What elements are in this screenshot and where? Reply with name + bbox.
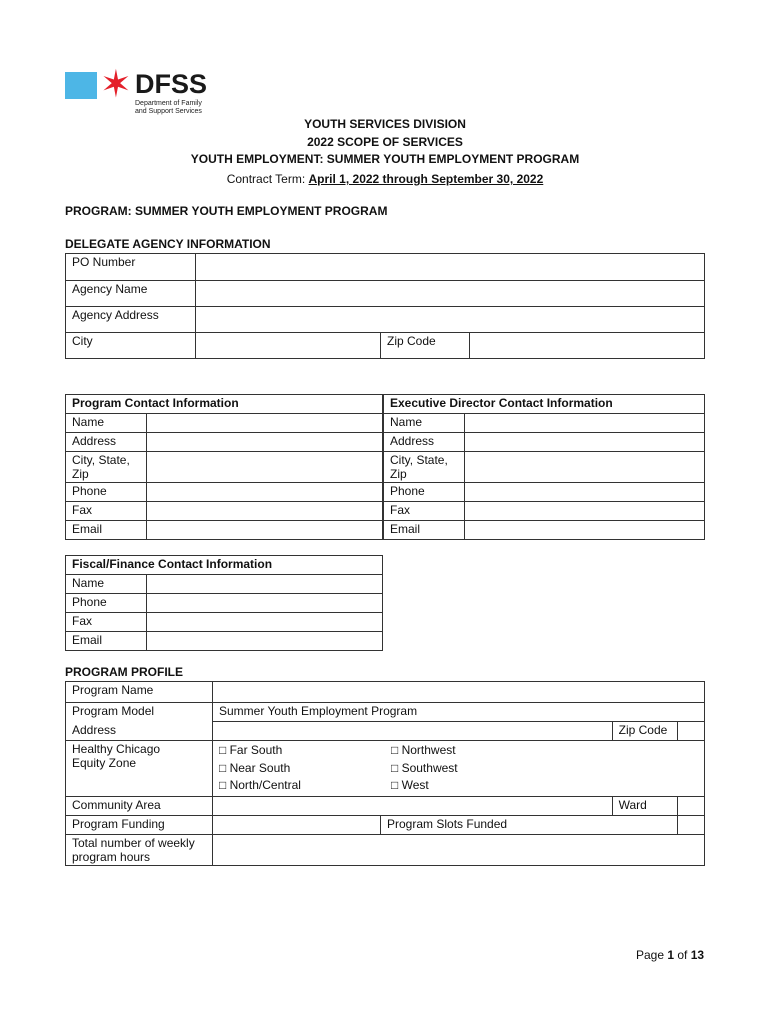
program-contact-csz-line2: Zip xyxy=(72,467,89,481)
zip-field[interactable] xyxy=(470,333,705,359)
exec-contact-address-label: Address xyxy=(384,433,465,452)
program-contact-phone-field[interactable] xyxy=(147,483,383,502)
exec-contact-fax-field[interactable] xyxy=(465,502,705,521)
community-area-label: Community Area xyxy=(66,796,213,815)
ward-label: Ward xyxy=(612,796,677,815)
program-slots-field[interactable] xyxy=(677,815,704,834)
program-contact-csz-label xyxy=(66,452,147,483)
program-contact-name-label: Name xyxy=(66,414,147,433)
equity-zone-label xyxy=(66,741,213,797)
option-northwest[interactable]: □ Northwest xyxy=(391,743,456,757)
equity-zone-options xyxy=(213,741,705,797)
fiscal-contact-table xyxy=(65,555,383,651)
exec-contact-name-label: Name xyxy=(384,414,465,433)
exec-contact-heading: Executive Director Contact Information xyxy=(384,395,705,414)
option-north-central[interactable]: □ North/Central xyxy=(219,778,301,792)
program-model-label: Program Model xyxy=(66,703,213,722)
ward-field[interactable] xyxy=(677,796,704,815)
agency-address-field[interactable] xyxy=(196,307,705,333)
fiscal-email-field[interactable] xyxy=(147,632,383,651)
logo-brand: DFSS xyxy=(135,69,208,99)
weekly-hours-line1: Total number of weekly xyxy=(72,835,195,850)
program-contact-csz-field[interactable] xyxy=(147,452,383,483)
equity-zone-line2: Equity Zone xyxy=(72,756,137,770)
fiscal-phone-field[interactable] xyxy=(147,594,383,613)
program-model-value: Summer Youth Employment Program xyxy=(213,703,705,722)
page-current: 1 xyxy=(667,948,675,962)
fiscal-fax-field[interactable] xyxy=(147,613,383,632)
program-contact-name-field[interactable] xyxy=(147,414,383,433)
exec-contact-email-field[interactable] xyxy=(465,521,705,540)
zip-label: Zip Code xyxy=(381,333,470,359)
fiscal-email-label: Email xyxy=(66,632,147,651)
program-slots-label: Program Slots Funded xyxy=(381,815,678,834)
po-number-field[interactable] xyxy=(196,254,705,281)
program-profile-table xyxy=(65,681,705,866)
contract-term xyxy=(0,172,770,186)
page-label: Page xyxy=(636,948,668,962)
option-west[interactable]: □ West xyxy=(391,778,429,792)
delegate-table xyxy=(65,253,705,359)
agency-name-label: Agency Name xyxy=(66,281,196,307)
exec-contact-phone-label: Phone xyxy=(384,483,465,502)
chicago-star-icon: ✶ xyxy=(100,64,132,106)
fiscal-name-field[interactable] xyxy=(147,575,383,594)
contract-term-label: Contract Term: xyxy=(226,172,309,186)
fiscal-phone-label: Phone xyxy=(66,594,147,613)
logo-blue-block xyxy=(65,72,97,99)
weekly-hours-field[interactable] xyxy=(213,834,705,865)
program-contact-fax-field[interactable] xyxy=(147,502,383,521)
delegate-heading: DELEGATE AGENCY INFORMATION xyxy=(65,237,271,251)
option-far-south[interactable]: □ Far South xyxy=(219,743,283,757)
community-area-field[interactable] xyxy=(213,796,613,815)
program-contact-email-label: Email xyxy=(66,521,147,540)
address-field[interactable] xyxy=(213,722,613,741)
exec-contact-csz-line1: City, State, xyxy=(390,453,448,467)
program-profile-heading: PROGRAM PROFILE xyxy=(65,665,184,679)
option-southwest[interactable]: □ Southwest xyxy=(391,760,458,775)
city-label: City xyxy=(66,333,196,359)
exec-contact-email-label: Email xyxy=(384,521,465,540)
program-contact-csz-line1: City, State, xyxy=(72,453,130,467)
exec-contact-address-field[interactable] xyxy=(465,433,705,452)
program-heading: PROGRAM: SUMMER YOUTH EMPLOYMENT PROGRAM xyxy=(65,204,388,218)
program-funding-label: Program Funding xyxy=(66,815,213,834)
exec-contact-fax-label: Fax xyxy=(384,502,465,521)
program-contact-table xyxy=(65,394,383,540)
option-near-south[interactable]: □ Near South xyxy=(219,760,291,775)
exec-contact-csz-field[interactable] xyxy=(465,452,705,483)
program-funding-field[interactable] xyxy=(213,815,381,834)
program-contact-phone-label: Phone xyxy=(66,483,147,502)
program-name-label: Program Name xyxy=(66,682,213,703)
exec-contact-phone-field[interactable] xyxy=(465,483,705,502)
exec-contact-name-field[interactable] xyxy=(465,414,705,433)
weekly-hours-line2: program hours xyxy=(72,849,151,864)
po-number-label: PO Number xyxy=(66,254,196,281)
program-contact-address-label: Address xyxy=(66,433,147,452)
header-scope: 2022 SCOPE OF SERVICES xyxy=(307,135,463,149)
program-name-field[interactable] xyxy=(213,682,705,703)
address-label: Address xyxy=(66,722,213,741)
program-contact-fax-label: Fax xyxy=(66,502,147,521)
weekly-hours-label xyxy=(66,834,213,865)
exec-contact-csz-line2: Zip xyxy=(390,467,407,481)
page-number xyxy=(636,948,704,962)
exec-contact-csz-label xyxy=(384,452,465,483)
agency-address-label: Agency Address xyxy=(66,307,196,333)
fiscal-name-label: Name xyxy=(66,575,147,594)
fiscal-fax-label: Fax xyxy=(66,613,147,632)
program-contact-heading: Program Contact Information xyxy=(66,395,383,414)
header-division: YOUTH SERVICES DIVISION xyxy=(304,117,466,131)
program-contact-address-field[interactable] xyxy=(147,433,383,452)
profile-zip-field[interactable] xyxy=(677,722,704,741)
program-contact-email-field[interactable] xyxy=(147,521,383,540)
fiscal-heading: Fiscal/Finance Contact Information xyxy=(66,556,383,575)
page-of: of xyxy=(674,948,691,962)
equity-zone-line1: Healthy Chicago xyxy=(72,742,161,756)
profile-zip-label: Zip Code xyxy=(612,722,677,741)
agency-name-field[interactable] xyxy=(196,281,705,307)
page-total: 13 xyxy=(690,948,705,962)
contract-term-value: April 1, 2022 through September 30, 2022 xyxy=(308,172,544,186)
exec-contact-table xyxy=(383,394,705,540)
logo-subtitle: Department of Family and Support Services xyxy=(135,100,202,115)
city-field[interactable] xyxy=(196,333,381,359)
header-program: YOUTH EMPLOYMENT: SUMMER YOUTH EMPLOYMENT PROGRAM xyxy=(190,152,580,166)
